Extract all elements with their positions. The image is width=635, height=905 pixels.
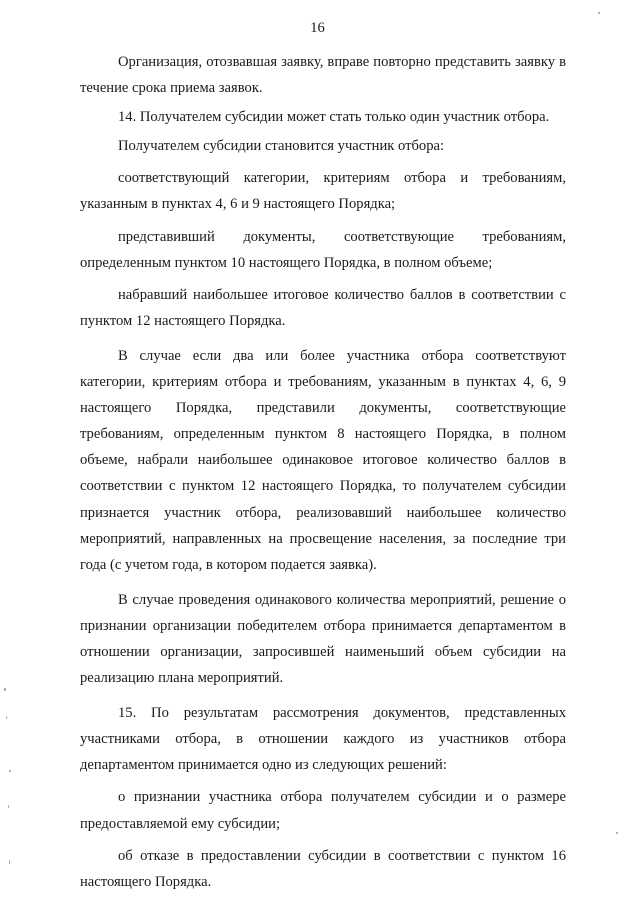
paragraph-criteria: соответствующий категории, критериям отбора и требованиям, указанным в пунктах 4, 6 и 9 настоящего Порядка; — [80, 170, 566, 213]
paragraph-decision-grant: о признании участника отбора получателем субсидии и о размере предоставляемой ему субсидии; — [80, 789, 566, 832]
paragraph-tie-case: В случае если два или более участника отбора соответствуют категории, критериям отбора и требованиям, указанным в пунктах 4, 6, 9 настоящего Порядка, представили документы, соответствующие требованиям, определенным пунктом 8 настоящего Порядка, в полном объеме, набрали наибольшее одинаковое итоговое количество баллов в соответствии с пунктом 12 настоящего Порядка, то получателем субсидии признается участник отбора, реализовавший наибольшее количество мероприятий, направленных на просвещение населения, за последние три года (с учетом года, в котором подается заявка). — [80, 347, 566, 573]
paragraph-item-15: 15. По результатам рассмотрения документов, представленных участниками отбора, в отношении каждого из участников отбора департаментом принимается одно из следующих решений: — [80, 705, 566, 774]
scan-speck — [598, 12, 600, 14]
paragraph-documents: представивший документы, соответствующие требованиям, определенным пунктом 10 настоящего Порядка, в полном объеме; — [80, 228, 566, 271]
scan-speck — [9, 770, 11, 772]
scan-speck — [6, 716, 7, 719]
paragraph-decision-refusal: об отказе в предоставлении субсидии в соответствии с пунктом 16 настоящего Порядка. — [80, 847, 566, 890]
paragraph-scores: набравший наибольшее итоговое количество баллов в соответствии с пунктом 12 настоящего Порядка. — [80, 286, 566, 329]
paragraph-withdrawal: Организация, отозвавшая заявку, вправе повторно представить заявку в течение срока приема заявок. — [80, 54, 566, 97]
paragraph-item-14: 14. Получателем субсидии может стать только один участник отбора. — [118, 109, 550, 126]
scan-speck — [9, 860, 10, 864]
paragraph-recipient-intro: Получателем субсидии становится участник отбора: — [118, 138, 445, 155]
scan-speck — [4, 688, 6, 691]
page-number: 16 — [310, 20, 325, 36]
document-body — [80, 49, 566, 895]
scan-speck — [616, 832, 618, 834]
scan-speck — [8, 805, 9, 808]
paragraph-equal-events: В случае проведения одинакового количества мероприятий, решение о признании организации победителем отбора принимается департаментом в отношении организации, запросившей наименьший объем субсидии на реализацию плана мероприятий. — [80, 591, 566, 687]
